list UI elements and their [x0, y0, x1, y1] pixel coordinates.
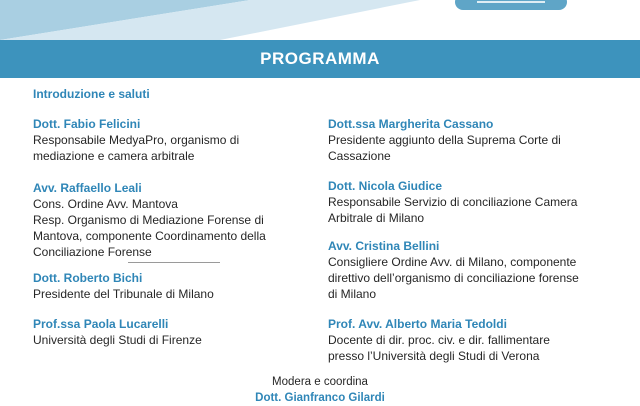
speaker-description: Docente di dir. proc. civ. e dir. fallimentare presso l’Università degli Studi di Verona: [328, 333, 550, 363]
speaker-description: Presidente aggiunto della Suprema Corte di Cassazione: [328, 133, 561, 163]
page-title: PROGRAMMA: [260, 49, 380, 68]
speaker-right-3: [328, 238, 579, 302]
speaker-left-1: [33, 116, 239, 164]
speaker-description: Presidente del Tribunale di Milano: [33, 287, 214, 301]
divider: [128, 262, 220, 263]
speaker-name: Avv. Cristina Bellini: [328, 239, 440, 253]
speaker-name: Dott.ssa Margherita Cassano: [328, 117, 494, 131]
intro-label: Introduzione e saluti: [33, 87, 150, 101]
speaker-name: Avv. Raffaello Leali: [33, 181, 142, 195]
speaker-left-2: [33, 180, 266, 260]
top-decoration: [0, 0, 640, 44]
speaker-description: Cons. Ordine Avv. Mantova Resp. Organismo di Mediazione Forense di Mantova, componente Coordinamento della Conciliazione Forense: [33, 197, 266, 259]
speaker-name: Dott. Fabio Felicini: [33, 117, 141, 131]
speaker-name: Prof.ssa Paola Lucarelli: [33, 317, 169, 331]
speaker-description: Responsabile MedyaPro, organismo di mediazione e camera arbitrale: [33, 133, 240, 163]
moderator-label: Modera e coordina: [272, 376, 368, 388]
speaker-left-3: [33, 270, 214, 302]
programma-banner: [0, 40, 640, 78]
speaker-name: Dott. Nicola Giudice: [328, 179, 443, 193]
speaker-name: Dott. Roberto Bichi: [33, 271, 143, 285]
speaker-right-4: [328, 316, 550, 364]
speaker-left-4: [33, 316, 202, 348]
speaker-right-2: [328, 178, 577, 226]
speaker-description: Responsabile Servizio di conciliazione Camera Arbitrale di Milano: [328, 195, 578, 225]
moderator-name: Dott. Gianfranco Gilardi: [255, 392, 385, 404]
speaker-description: Università degli Studi di Firenze: [33, 333, 202, 347]
speaker-right-1: [328, 116, 561, 164]
top-button-text-line: [477, 1, 545, 3]
speaker-name: Prof. Avv. Alberto Maria Tedoldi: [328, 317, 507, 331]
speaker-description: Consigliere Ordine Avv. di Milano, componente direttivo dell’organismo di conciliazione forense di Milano: [328, 255, 579, 301]
